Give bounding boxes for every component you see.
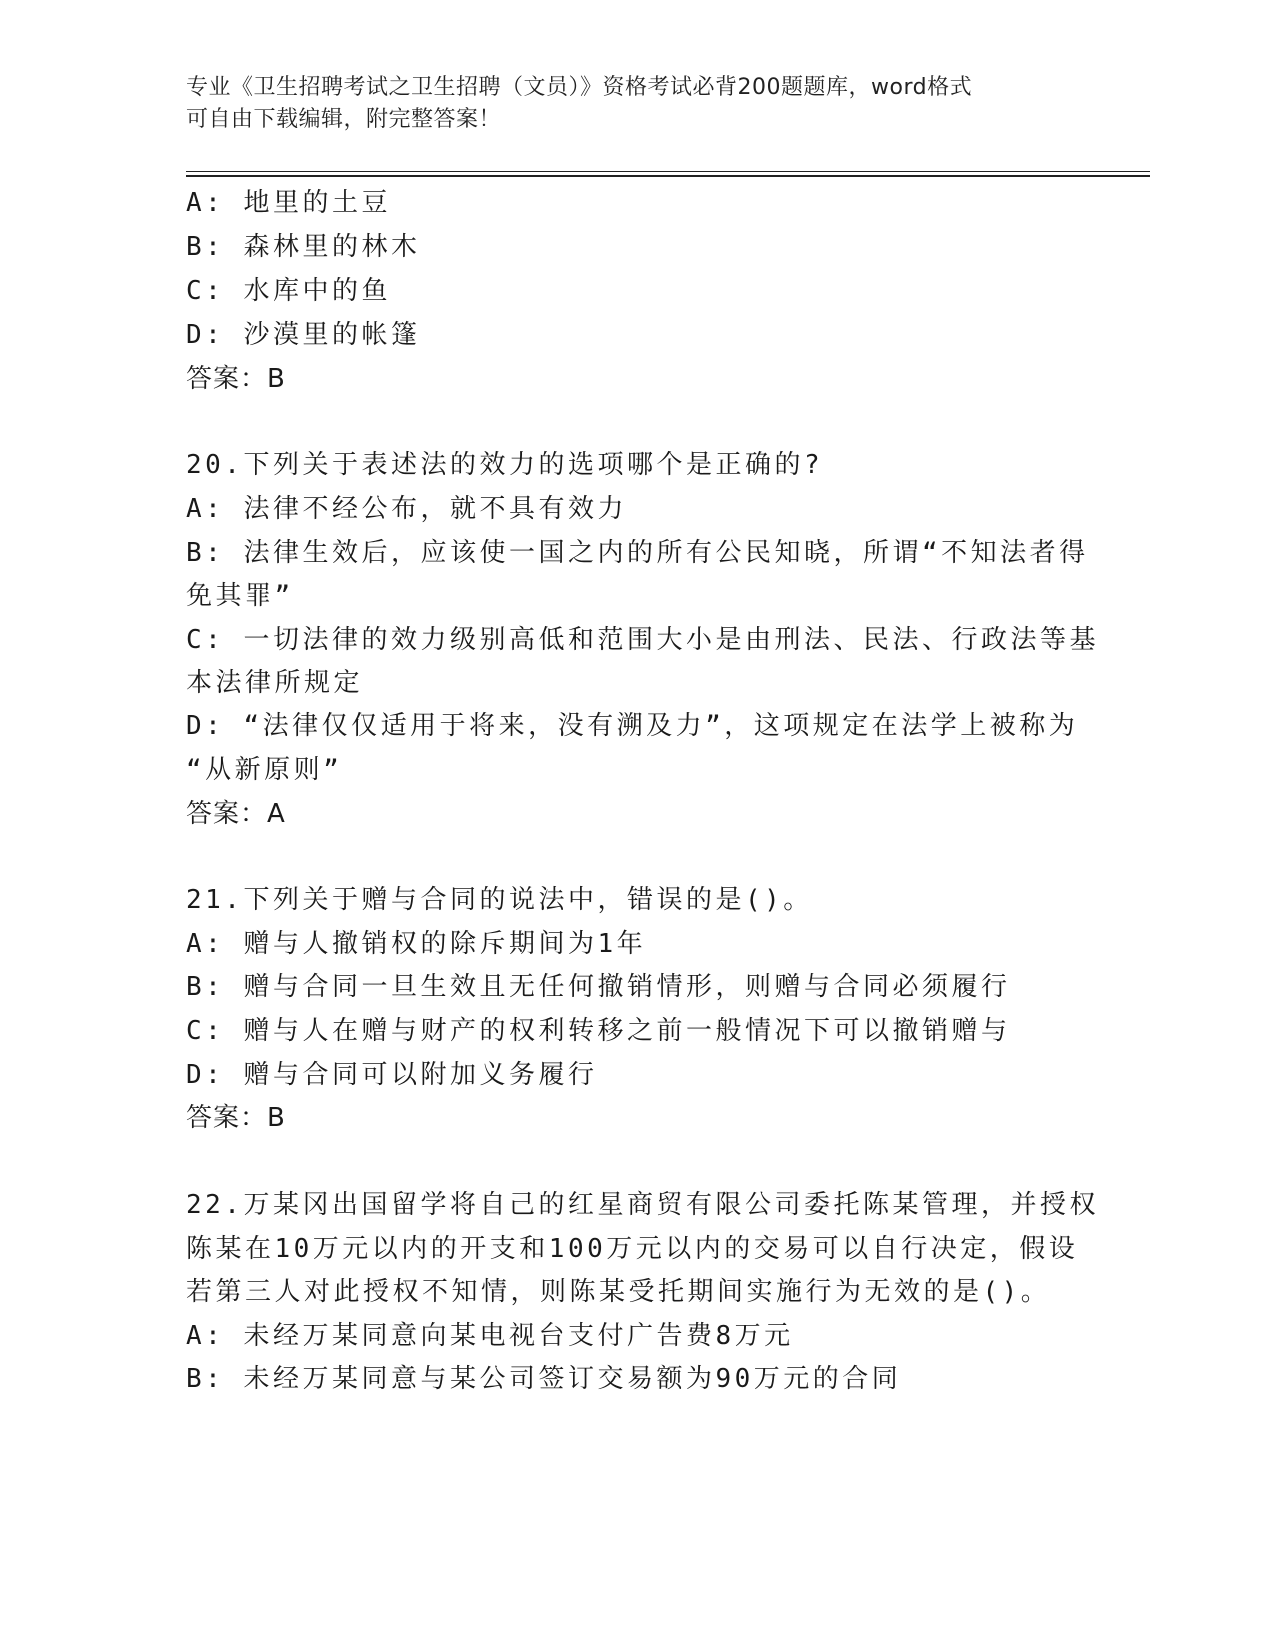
q22-stem-line-3: 若第三人对此授权不知情，则陈某受托期间实施行为无效的是()。 — [186, 1277, 1051, 1307]
q19-option-a: A: 地里的土豆 — [186, 188, 391, 218]
q20-option-a: A: 法律不经公布，就不具有效力 — [186, 494, 627, 524]
q20-option-c-line-1: C: 一切法律的效力级别高低和范围大小是由刑法、民法、行政法等基 — [186, 625, 1099, 655]
q20-option-b-line-2: 免其罪” — [186, 581, 294, 611]
q20-option-c-line-2: 本法律所规定 — [186, 668, 364, 698]
q22-option-b: B: 未经万某同意与某公司签订交易额为90万元的合同 — [186, 1364, 902, 1394]
q21-answer: 答案：B — [186, 1103, 286, 1133]
q19-answer: 答案：B — [186, 364, 286, 394]
q22-stem-line-1: 22.万某冈出国留学将自己的红星商贸有限公司委托陈某管理，并授权 — [186, 1190, 1099, 1220]
q21-option-d: D: 赠与合同可以附加义务履行 — [186, 1060, 598, 1090]
q21-option-a: A: 赠与人撤销权的除斥期间为1年 — [186, 929, 647, 959]
document-header — [186, 72, 1066, 136]
q22-option-a: A: 未经万某同意向某电视台支付广告费8万元 — [186, 1321, 794, 1351]
header-title-line-2: 可自由下载编辑，附完整答案！ — [186, 107, 502, 132]
q21-option-c: C: 赠与人在赠与财产的权利转移之前一般情况下可以撤销赠与 — [186, 1016, 1011, 1046]
q20-option-d-line-1: D: “法律仅仅适用于将来，没有溯及力”，这项规定在法学上被称为 — [186, 711, 1079, 741]
header-divider-thin — [186, 171, 1150, 172]
q20-answer: 答案：A — [186, 799, 286, 829]
header-divider-thick — [186, 175, 1150, 177]
q19-option-c: C: 水库中的鱼 — [186, 276, 391, 306]
q21-stem: 21.下列关于赠与合同的说法中，错误的是()。 — [186, 885, 813, 915]
q20-option-d-line-2: “从新原则” — [186, 755, 343, 785]
q19-option-d: D: 沙漠里的帐篷 — [186, 320, 421, 350]
q19-option-b: B: 森林里的林木 — [186, 232, 421, 262]
q20-stem: 20.下列关于表述法的效力的选项哪个是正确的? — [186, 450, 824, 480]
header-title-line-1: 专业《卫生招聘考试之卫生招聘（文员）》资格考试必背200题题库，word格式 — [186, 75, 973, 100]
q21-option-b: B: 赠与合同一旦生效且无任何撤销情形，则赠与合同必须履行 — [186, 972, 1011, 1002]
q22-stem-line-2: 陈某在10万元以内的开支和100万元以内的交易可以自行决定，假设 — [186, 1234, 1079, 1264]
q20-option-b-line-1: B: 法律生效后，应该使一国之内的所有公民知晓，所谓“不知法者得 — [186, 538, 1089, 568]
